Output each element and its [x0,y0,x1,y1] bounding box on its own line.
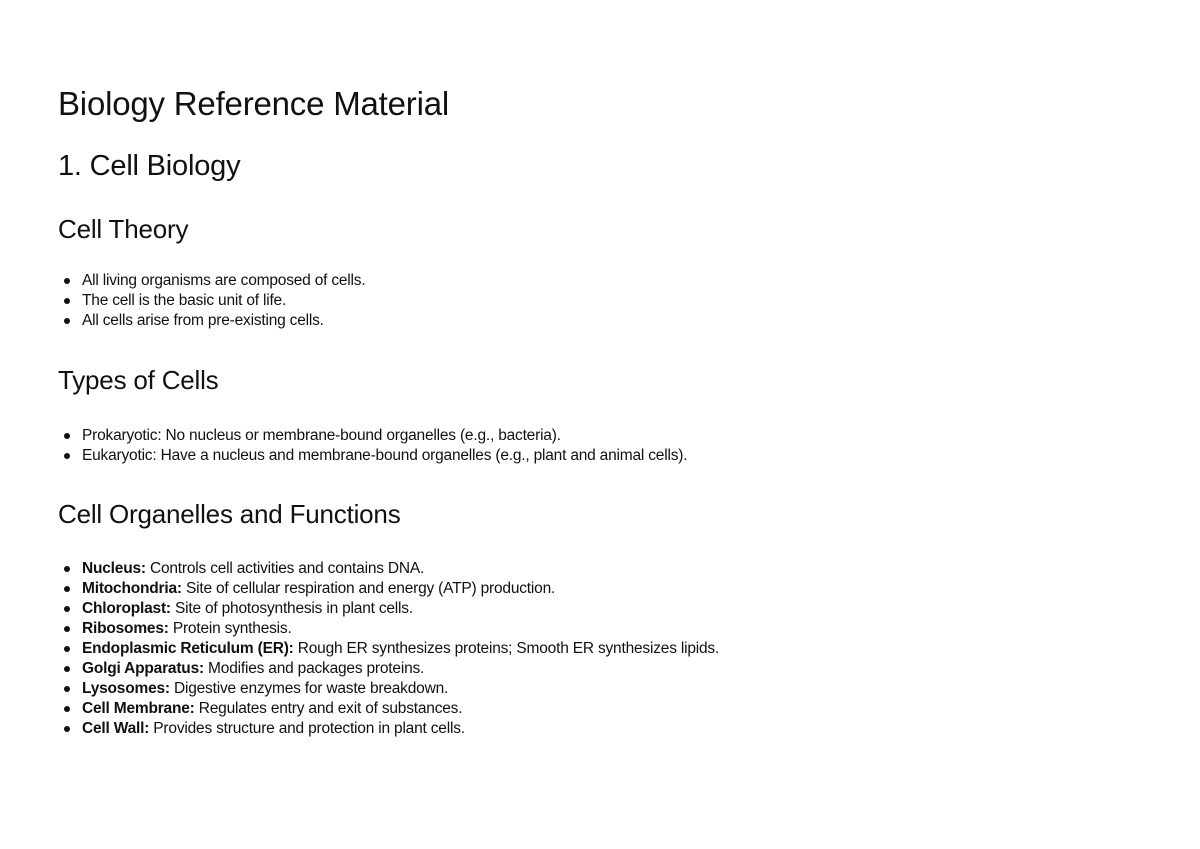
list-item: Eukaryotic: Have a nucleus and membrane-bound organelles (e.g., plant and animal cells). [82,446,1158,466]
list-item [82,559,1158,579]
document-page [58,84,1158,739]
organelle-term: Golgi Apparatus: [82,660,204,677]
list-item [82,719,1158,739]
list-item [82,699,1158,719]
organelle-description: Provides structure and protection in plant cells. [149,720,465,737]
organelle-term: Chloroplast: [82,600,171,617]
organelle-term: Mitochondria: [82,580,182,597]
list-item: All cells arise from pre-existing cells. [82,311,1158,331]
list-item [82,599,1158,619]
organelle-term: Cell Wall: [82,720,150,737]
organelle-description: Digestive enzymes for waste breakdown. [169,680,449,697]
organelle-term: Lysosomes: [82,680,170,697]
section-title-cell-biology: 1. Cell Biology [58,150,241,182]
list-item: All living organisms are composed of cells. [82,271,1158,291]
organelle-description: Protein synthesis. [168,620,292,637]
organelle-term: Ribosomes: [82,620,169,637]
list-item: Prokaryotic: No nucleus or membrane-bound organelles (e.g., bacteria). [82,426,1158,446]
list-item [82,679,1158,699]
list-item [82,619,1158,639]
organelle-description: Regulates entry and exit of substances. [194,700,463,717]
heading-types-of-cells: Types of Cells [58,365,219,395]
list-item: The cell is the basic unit of life. [82,291,1158,311]
list-item [82,579,1158,599]
types-of-cells-list [58,426,1158,466]
organelle-description: Site of photosynthesis in plant cells. [170,600,413,617]
organelle-term: Cell Membrane: [82,700,195,717]
organelle-term: Endoplasmic Reticulum (ER): [82,640,294,657]
organelle-description: Modifies and packages proteins. [203,660,425,677]
organelle-term: Nucleus: [82,560,146,577]
cell-theory-list [58,271,1158,331]
organelle-description: Rough ER synthesizes proteins; Smooth ER synthesizes lipids. [293,640,720,657]
heading-cell-theory: Cell Theory [58,214,189,244]
heading-cell-organelles: Cell Organelles and Functions [58,499,401,529]
list-item [82,639,1158,659]
list-item [82,659,1158,679]
document-title: Biology Reference Material [58,85,449,122]
organelle-description: Controls cell activities and contains DNA. [145,560,425,577]
organelles-list [58,559,1158,739]
organelle-description: Site of cellular respiration and energy (ATP) production. [181,580,556,597]
